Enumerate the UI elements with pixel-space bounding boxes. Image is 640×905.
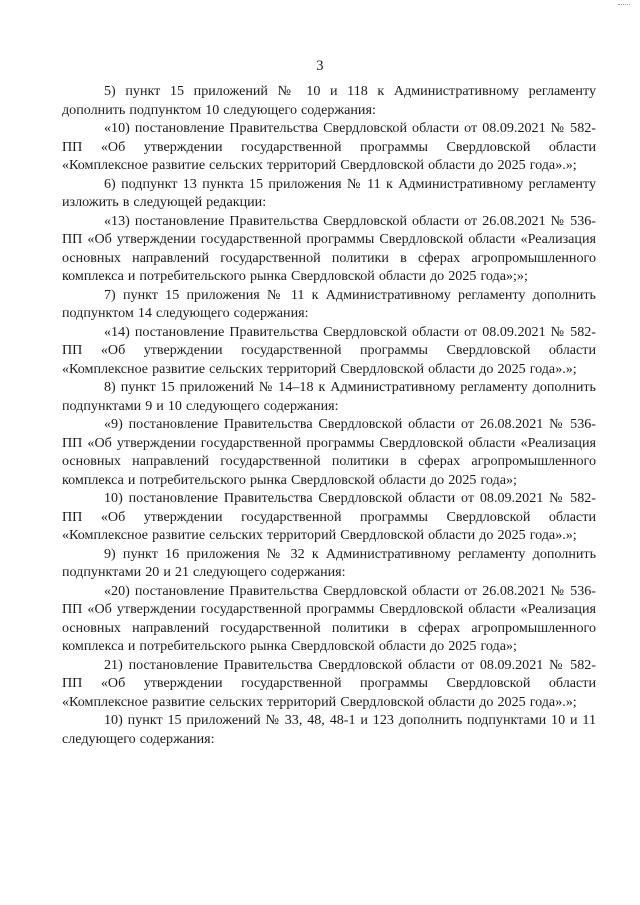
paragraph-item-8: 8) пункт 15 приложений № 14–18 к Административному регламенту дополнить подпунктами 9 и 10 следующего содержания: <box>62 379 596 414</box>
page-number: 3 <box>316 58 324 74</box>
paragraph-subitem-21: 21) постановление Правительства Свердловской области от 08.09.2021 № 582-ПП «Об утверждении государственной программы Свердловской области «Комплексное развитие сельских территорий Свердловской области до 2025 года».»; <box>62 656 596 710</box>
paragraph-subitem-9: «9) постановление Правительства Свердловской области от 26.08.2021 № 536-ПП «Об утверждении государственной программы Свердловской области «Реализация основных направлений государственной политики в сферах агропромышленного комплекса и потребительского рынка Свердловской области до 2025 года»; <box>62 416 596 488</box>
paragraph-subitem-13: «13) постановление Правительства Свердловской области от 26.08.2021 № 536-ПП «Об утверждении государственной программы Свердловской области «Реализация основных направлений государственной политики в сферах агропромышленного комплекса и потребительского рынка Свердловской области до 2025 года»;»; <box>62 212 596 284</box>
paragraph-subitem-10b: 10) постановление Правительства Свердловской области от 08.09.2021 № 582-ПП «Об утверждении государственной программы Свердловской области «Комплексное развитие сельских территорий Свердловской области до 2025 года».»; <box>62 490 596 543</box>
paragraph-subitem-20: «20) постановление Правительства Свердловской области от 26.08.2021 № 536-ПП «Об утверждении государственной программы Свердловской области «Реализация основных направлений государственной политики в сферах агропромышленного комплекса и потребительского рынка Свердловской области до 2025 года»; <box>62 582 596 654</box>
document-body <box>62 82 596 748</box>
paragraph-subitem-14: «14) постановление Правительства Свердловской области от 08.09.2021 № 582-ПП «Об утверждении государственной программы Свердловской области «Комплексное развитие сельских территорий Свердловской области до 2025 года».»; <box>62 323 596 377</box>
paragraph-item-7: 7) пункт 15 приложения № 11 к Административному регламенту дополнить подпунктом 14 следующего содержания: <box>62 286 596 321</box>
paragraph-item-6: 6) подпункт 13 пункта 15 приложения № 11 к Административному регламенту изложить в следующей редакции: <box>62 175 596 210</box>
paragraph-item-9: 9) пункт 16 приложения № 32 к Административному регламенту дополнить подпунктами 20 и 21 следующего содержания: <box>62 545 596 580</box>
scan-artifact <box>618 4 630 8</box>
paragraph-item-10: 10) пункт 15 приложений № 33, 48, 48-1 и 123 дополнить подпунктами 10 и 11 следующего содержания: <box>62 712 596 747</box>
paragraph-item-5: 5) пункт 15 приложений № 10 и 118 к Административному регламенту дополнить подпунктом 10 следующего содержания: <box>62 83 596 118</box>
paragraph-subitem-10: «10) постановление Правительства Свердловской области от 08.09.2021 № 582-ПП «Об утверждении государственной программы Свердловской области «Комплексное развитие сельских территорий Свердловской области до 2025 года».»; <box>62 120 596 173</box>
